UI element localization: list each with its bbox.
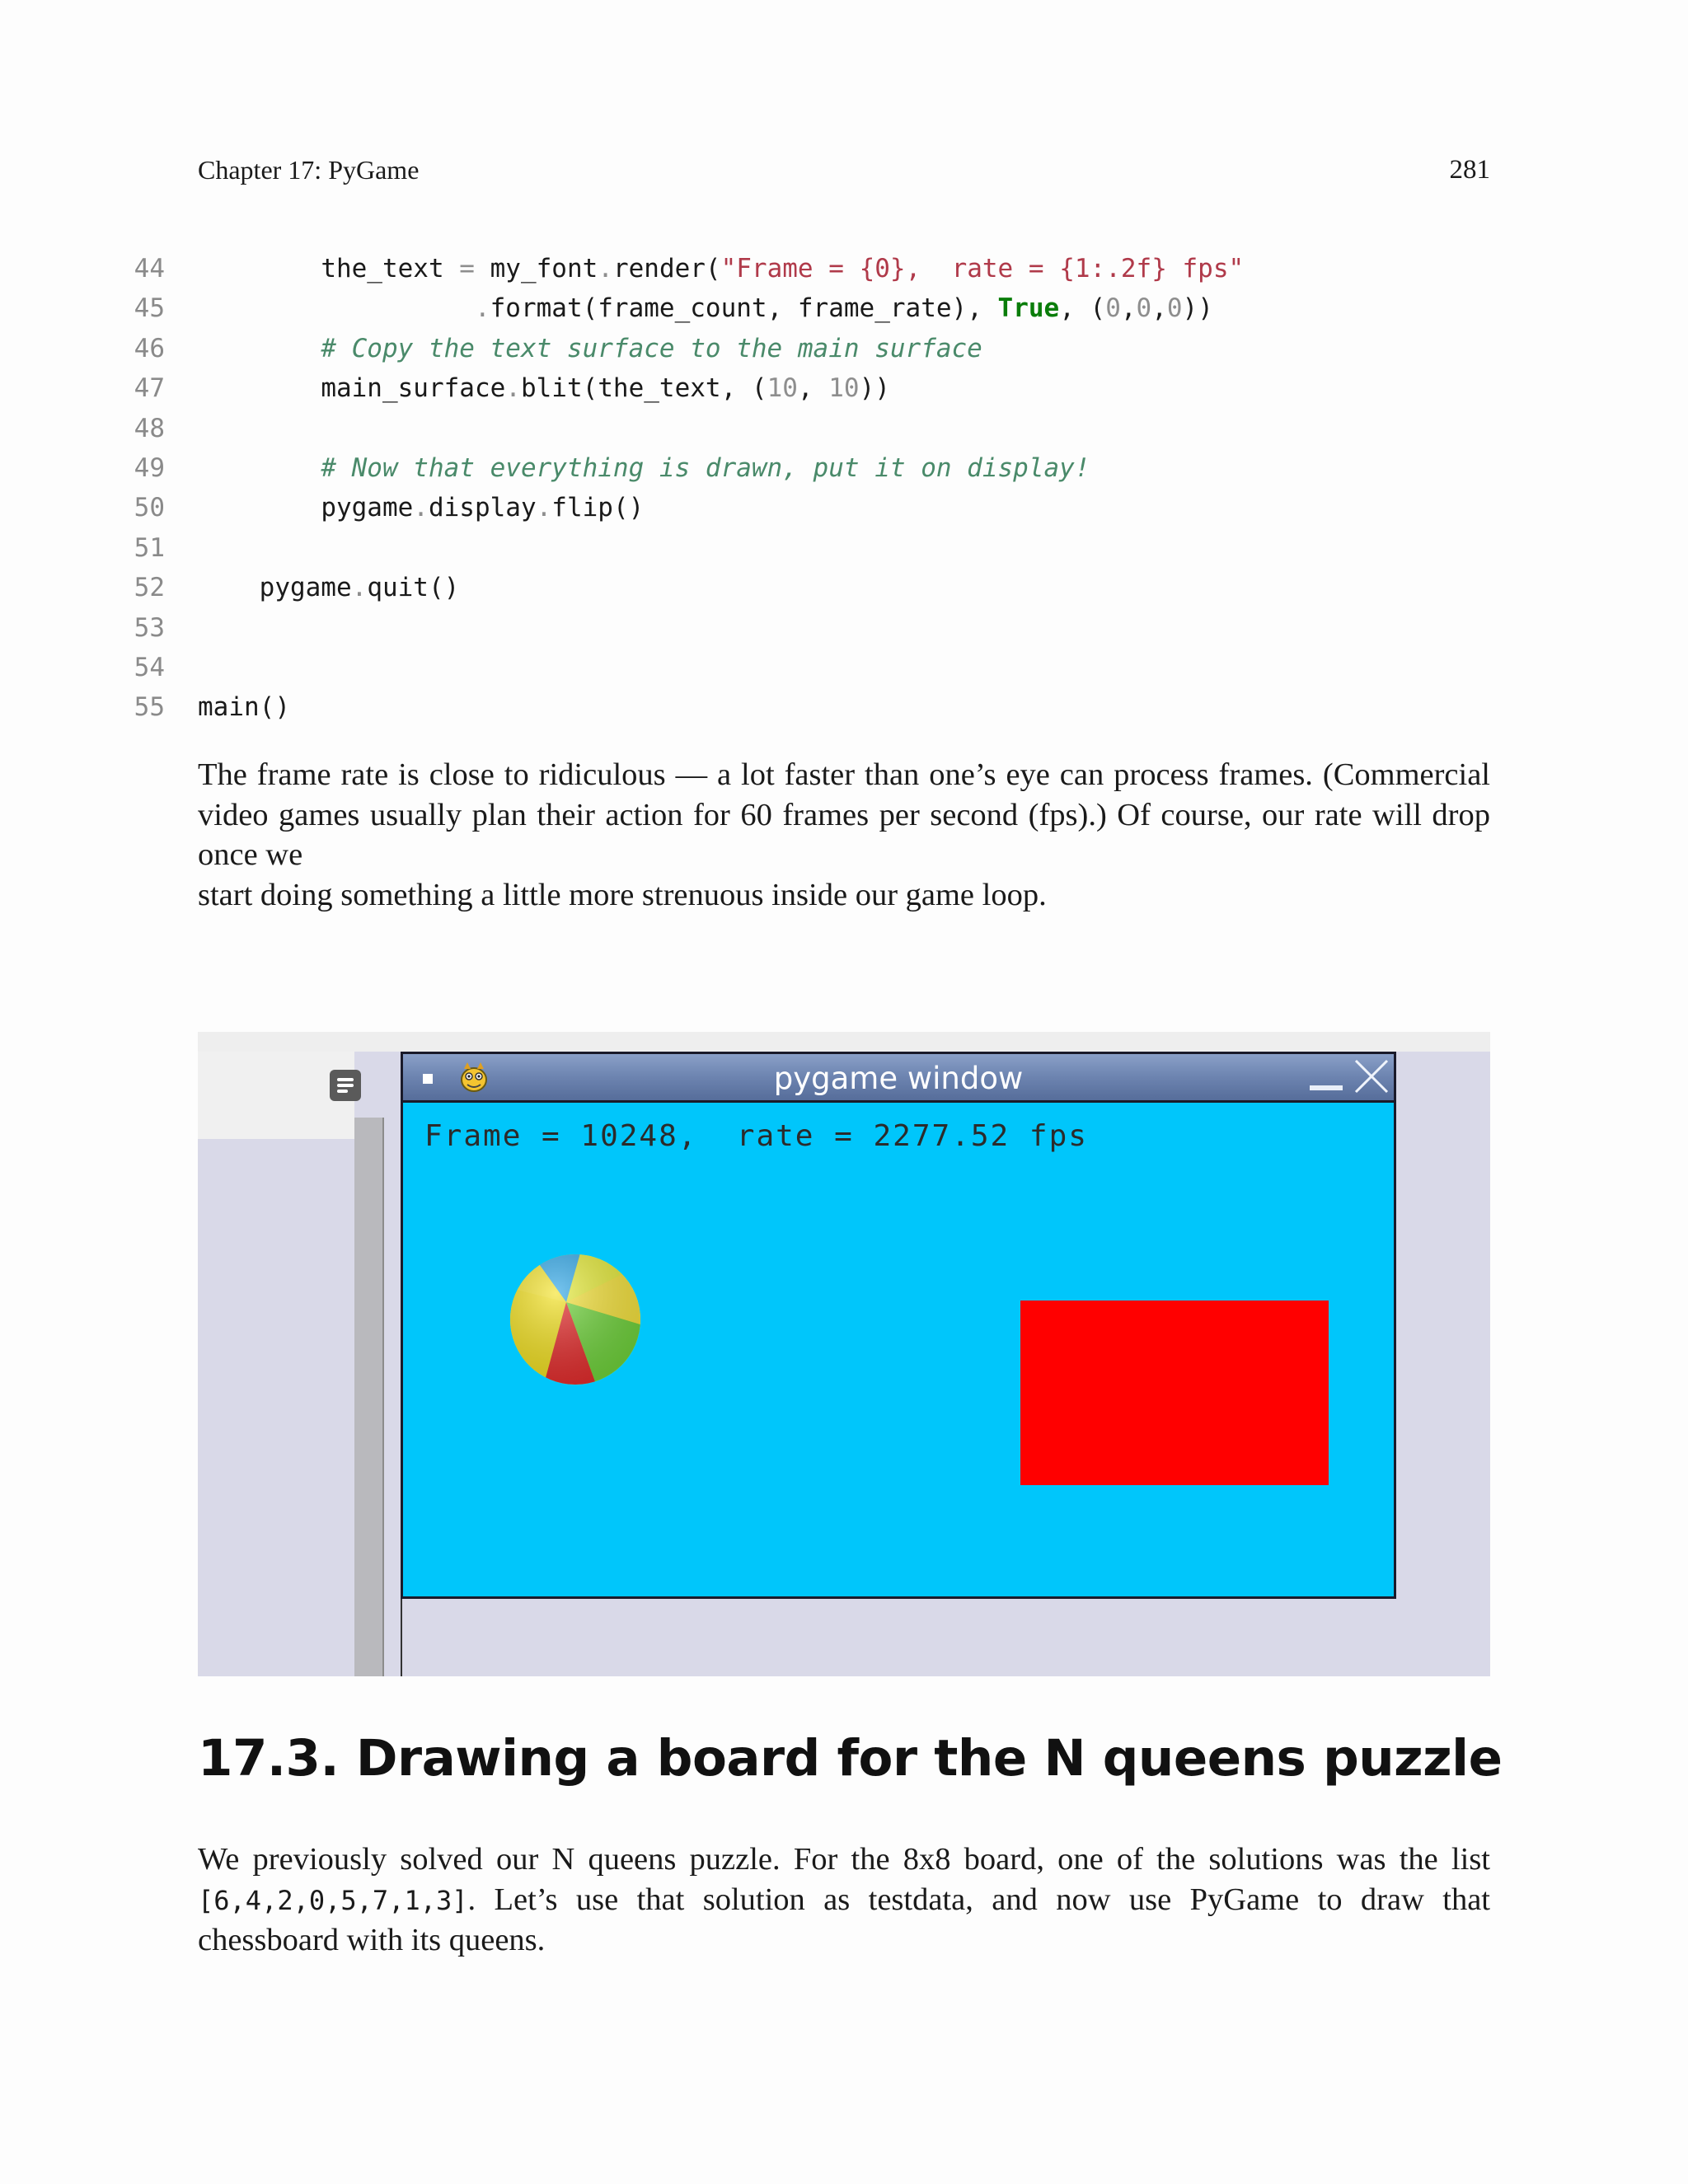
section-heading: 17.3. Drawing a board for the N queens puzzle [198, 1729, 1503, 1788]
close-icon[interactable] [1351, 1056, 1392, 1097]
window-shadow-line [401, 1599, 402, 1676]
code-text [198, 448, 1090, 488]
scrollbar-edge [382, 1118, 384, 1676]
code-line [124, 329, 1492, 368]
code-text [198, 288, 1213, 328]
chapter-title: Chapter 17: PyGame [198, 155, 420, 185]
window-title: pygame window [773, 1061, 1024, 1096]
code-text [198, 368, 890, 408]
code-line [124, 368, 1492, 408]
line-number: 45 [134, 293, 165, 324]
line-number: 53 [134, 612, 165, 643]
code-token: 10 [828, 373, 860, 404]
line-number: 55 [134, 692, 165, 723]
document-icon [330, 1070, 361, 1101]
code-token: , [1120, 293, 1137, 324]
paragraph-text: . Let’s use that solution as testdata, and now use PyGame to draw that chessboard with its queens. [198, 1882, 1490, 1957]
line-number: 48 [134, 413, 165, 443]
code-token: , [1151, 293, 1167, 324]
line-number: 51 [134, 532, 165, 563]
window-canvas [403, 1103, 1394, 1596]
line-number: 52 [134, 573, 165, 603]
code-token: flip() [551, 493, 645, 523]
code-token: quit() [367, 573, 460, 603]
code-token: pygame [321, 493, 414, 523]
code-text [198, 568, 459, 607]
code-token: display [428, 493, 537, 523]
pygame-screenshot-figure [198, 1032, 1490, 1676]
pygame-window [401, 1052, 1396, 1599]
code-text [198, 329, 982, 368]
code-line [124, 288, 1492, 328]
window-titlebar [403, 1054, 1394, 1103]
code-listing [124, 249, 1492, 728]
code-token: )) [859, 373, 890, 404]
code-token: 0 [1166, 293, 1183, 324]
beach-ball-sprite [509, 1253, 642, 1386]
code-line [124, 249, 1492, 288]
code-line [124, 448, 1492, 488]
code-line [124, 488, 1492, 527]
code-line [124, 608, 1492, 648]
code-text [198, 249, 1244, 288]
code-token: render( [612, 254, 721, 284]
paragraph-line: start doing something a little more strenuous inside our game loop. [198, 877, 1047, 912]
code-token: . [536, 493, 552, 523]
code-token: # Copy the text surface to the main surface [321, 333, 982, 363]
code-line [124, 687, 1492, 727]
paragraph-line: once we [198, 837, 303, 872]
code-line [124, 409, 1492, 448]
desktop-top-bar [198, 1032, 1490, 1052]
code-token: )) [1182, 293, 1213, 324]
code-token: blit(the_text, ( [520, 373, 767, 404]
red-rectangle-sprite [1020, 1301, 1329, 1485]
code-token: the_text [321, 254, 460, 284]
line-number: 50 [134, 493, 165, 523]
paragraph-frame-rate [198, 755, 1490, 915]
code-token: . [413, 493, 429, 523]
code-token: pygame [259, 573, 352, 603]
code-token: . [598, 254, 613, 284]
paragraph-line: The frame rate is close to ridiculous — a lot faster than one’s eye can process frames. (Commercial [198, 757, 1490, 792]
line-number: 47 [134, 373, 165, 404]
code-token: main() [198, 692, 290, 723]
code-line [124, 568, 1492, 607]
line-number: 46 [134, 333, 165, 363]
line-number: 49 [134, 452, 165, 483]
code-token: , [797, 373, 829, 404]
paragraph-n-queens [198, 1840, 1490, 1961]
code-line [124, 528, 1492, 568]
paragraph-line: video games usually plan their action for 60 frames per second (fps).) Of course, our rate will drop [198, 797, 1490, 832]
code-token: True [997, 293, 1060, 324]
running-head [198, 155, 1490, 191]
code-line [124, 648, 1492, 687]
code-token: # Now that everything is drawn, put it on display! [321, 452, 1090, 483]
line-number: 54 [134, 652, 165, 682]
code-text [198, 687, 290, 727]
inline-code: [6,4,2,0,5,7,1,3] [198, 1884, 468, 1916]
code-token: 0 [1105, 293, 1121, 324]
code-token: my_font [474, 254, 598, 284]
code-token: = [459, 254, 475, 284]
paragraph-text: We previously solved our N queens puzzle. For the 8x8 board, one of the solutions was the list [198, 1842, 1490, 1877]
code-token: "Frame = {0}, rate = {1:.2f} fps" [720, 254, 1245, 284]
scrollbar [354, 1118, 382, 1676]
code-token: format(frame_count, frame_rate), [490, 293, 998, 324]
code-token: . [474, 293, 490, 324]
code-token: main_surface [321, 373, 506, 404]
fps-readout: Frame = 10248, rate = 2277.52 fps [424, 1119, 1088, 1153]
code-token: 10 [767, 373, 798, 404]
code-token: 0 [1136, 293, 1152, 324]
page-number: 281 [1449, 155, 1490, 185]
code-token: , ( [1059, 293, 1106, 324]
minimize-icon[interactable] [1310, 1085, 1343, 1090]
code-token: . [351, 573, 368, 603]
code-text [198, 488, 644, 527]
line-number: 44 [134, 254, 165, 284]
code-token: . [505, 373, 521, 404]
